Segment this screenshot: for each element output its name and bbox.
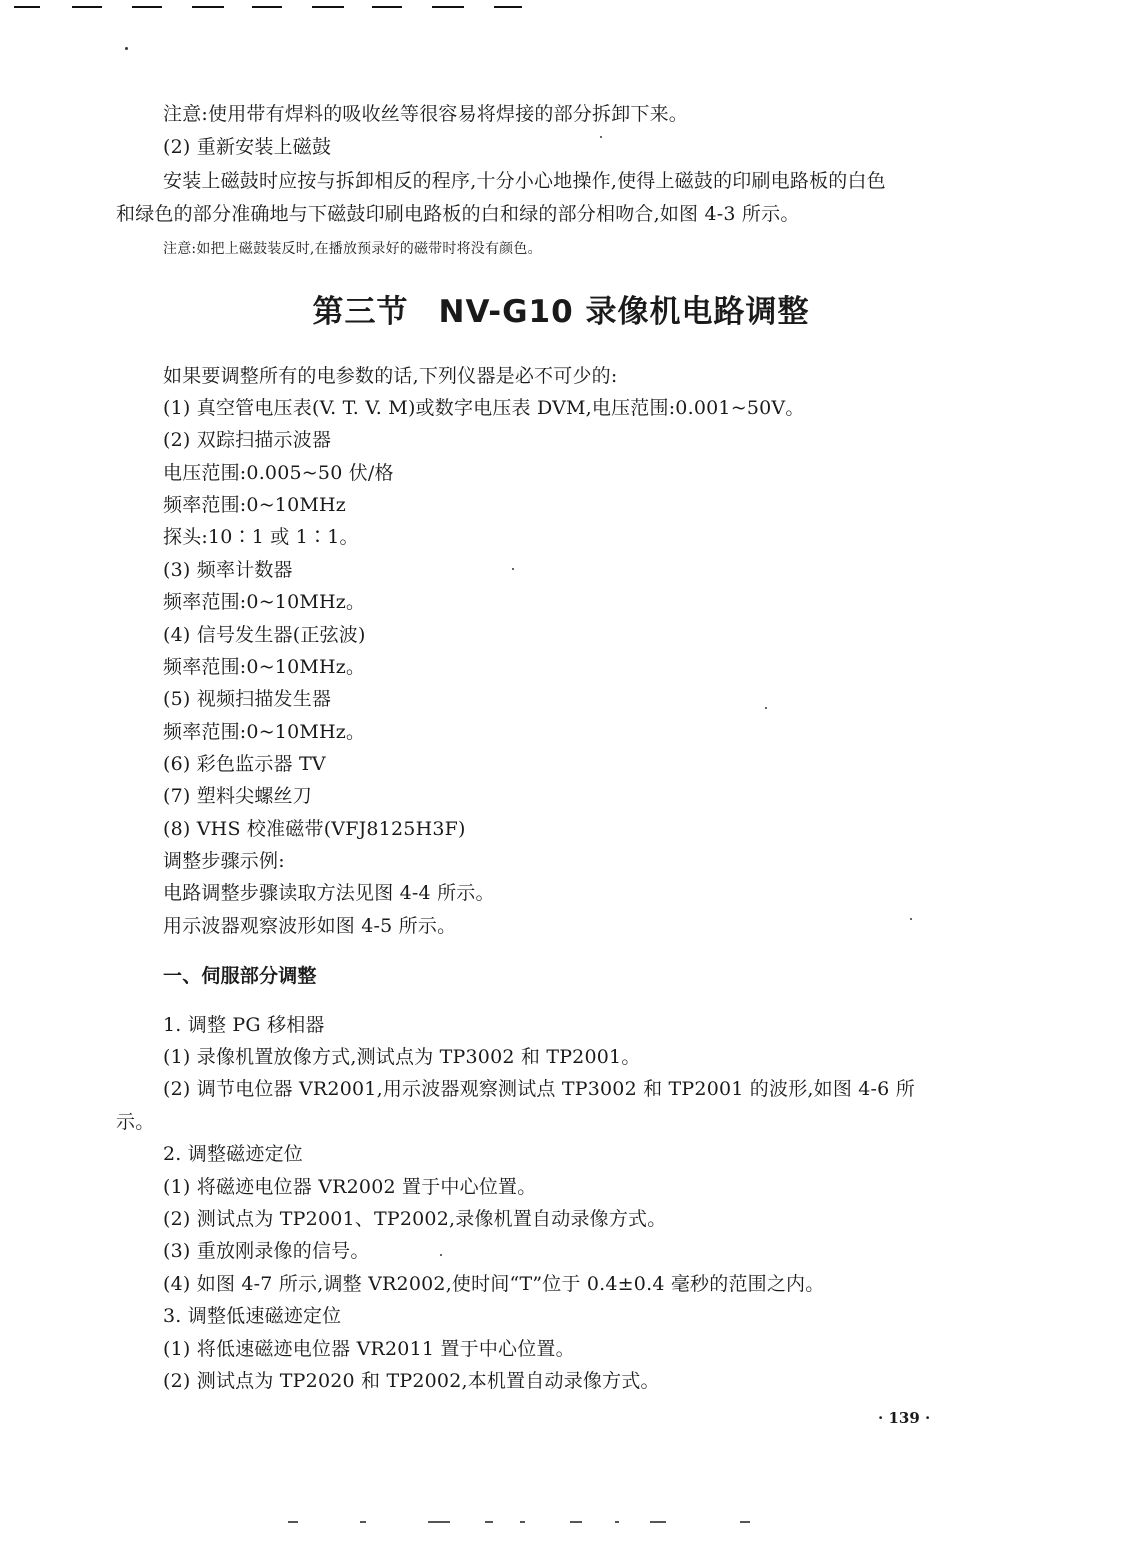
list-item: 电压范围:0.005~50 伏/格 <box>163 462 394 484</box>
step-heading: (2) 重新安装上磁鼓 <box>163 136 332 158</box>
list-item: 频率范围:0~10MHz。 <box>163 721 366 743</box>
scan-speck <box>765 707 767 709</box>
step-line: 3. 调整低速磁迹定位 <box>163 1305 342 1327</box>
note-line: 注意:使用带有焊料的吸收丝等很容易将焊接的部分拆卸下来。 <box>163 103 689 125</box>
list-item: 频率范围:0~10MHz <box>163 494 347 516</box>
list-item: (7) 塑料尖螺丝刀 <box>163 785 312 807</box>
list-item: 探头:10∶1 或 1∶1。 <box>163 526 359 548</box>
step-line: 2. 调整磁迹定位 <box>163 1143 303 1165</box>
page-number: · 139 · <box>878 1409 931 1427</box>
scan-speck <box>125 47 128 50</box>
step-line: 1. 调整 PG 移相器 <box>163 1014 325 1036</box>
scan-speck <box>600 136 602 138</box>
step-line: (3) 重放刚录像的信号。 <box>163 1240 370 1262</box>
scan-speck <box>910 918 912 920</box>
list-item: 电路调整步骤读取方法见图 4-4 所示。 <box>163 882 495 904</box>
scan-speck <box>440 1254 442 1256</box>
section-number: 第三节 <box>312 294 409 330</box>
step-line: (2) 测试点为 TP2001、TP2002,录像机置自动录像方式。 <box>163 1208 667 1230</box>
section-title <box>0 290 1122 334</box>
scan-bottom-noise <box>270 1521 830 1525</box>
section-title-text: NV-G10 录像机电路调整 <box>438 294 810 330</box>
subsection-heading: 一、伺服部分调整 <box>163 965 317 987</box>
list-item: (2) 双踪扫描示波器 <box>163 429 332 451</box>
step-line: (1) 将磁迹电位器 VR2002 置于中心位置。 <box>163 1176 537 1198</box>
list-item: 频率范围:0~10MHz。 <box>163 591 366 613</box>
step-line: 示。 <box>116 1111 155 1133</box>
step-line: (2) 调节电位器 VR2001,用示波器观察测试点 TP3002 和 TP2001 的波形,如图 4-6 所 <box>163 1078 915 1100</box>
list-item: (6) 彩色监示器 TV <box>163 753 326 775</box>
step-line: (1) 将低速磁迹电位器 VR2011 置于中心位置。 <box>163 1338 575 1360</box>
small-note: 注意:如把上磁鼓装反时,在播放预录好的磁带时将没有颜色。 <box>163 241 542 257</box>
list-item: 如果要调整所有的电参数的话,下列仪器是必不可少的: <box>163 365 618 387</box>
list-item: (1) 真空管电压表(V. T. V. M)或数字电压表 DVM,电压范围:0.001~50V。 <box>163 397 805 419</box>
list-item: (4) 信号发生器(正弦波) <box>163 624 366 646</box>
list-item: (8) VHS 校准磁带(VFJ8125H3F) <box>163 818 466 840</box>
list-item: (5) 视频扫描发生器 <box>163 688 332 710</box>
step-line: (2) 测试点为 TP2020 和 TP2002,本机置自动录像方式。 <box>163 1370 660 1392</box>
step-line: (4) 如图 4-7 所示,调整 VR2002,使时间“T”位于 0.4±0.4 毫秒的范围之内。 <box>163 1273 825 1295</box>
list-item: 调整步骤示例: <box>163 850 285 872</box>
step-line: (1) 录像机置放像方式,测试点为 TP3002 和 TP2001。 <box>163 1046 641 1068</box>
paragraph-line: 安装上磁鼓时应按与拆卸相反的程序,十分小心地操作,使得上磁鼓的印刷电路板的白色 <box>163 170 886 192</box>
list-item: 频率范围:0~10MHz。 <box>163 656 366 678</box>
scan-edge-marks <box>0 0 1122 12</box>
paragraph-line: 和绿色的部分准确地与下磁鼓印刷电路板的白和绿的部分相吻合,如图 4-3 所示。 <box>116 203 800 225</box>
scan-speck <box>512 568 514 570</box>
list-item: 用示波器观察波形如图 4-5 所示。 <box>163 915 457 937</box>
list-item: (3) 频率计数器 <box>163 559 293 581</box>
